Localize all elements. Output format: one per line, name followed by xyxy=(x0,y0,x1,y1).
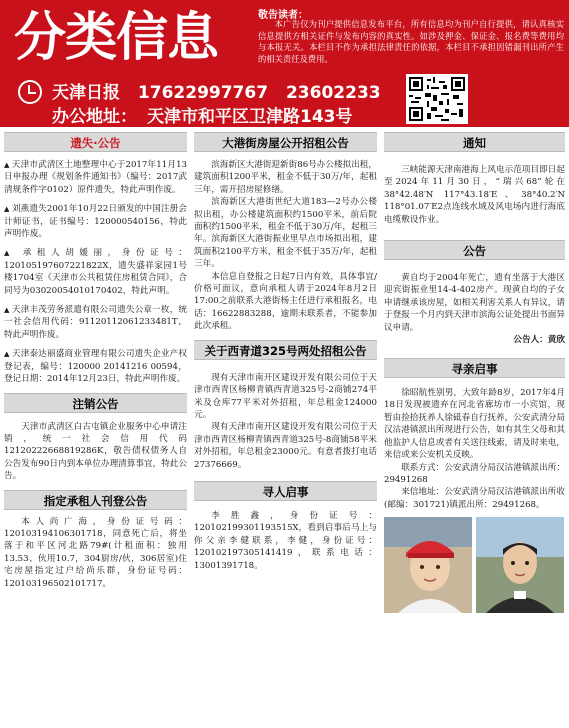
search-family-title: 寻亲启事 xyxy=(384,358,565,378)
house-rental-para: 滨海新区大港街世纪大道183—2号办公楼拟出租，办公楼建筑面积约1500平米，前后院面积约1500平米，租金不低于30万/年，起租三年。滨海新区大港街振业里早点市场拟出租，建筑面积2100平方米，租金不低于35万/年，起租三年。 xyxy=(194,197,377,270)
house-rental-para: 本信息自登报之日起7日内有效，具体事宜/价格可面议，意向承租人请于2024年8月2日17:00之前联系大港街杨主任进行承租报名，电话：16622883288，逾期未联系者，不能参加此次承租。 xyxy=(194,271,377,332)
contact-name: 天津日报 xyxy=(52,83,120,103)
qr-code-icon xyxy=(406,74,468,124)
classified-header xyxy=(0,0,569,127)
child-photo-1 xyxy=(384,517,472,613)
notify-title: 通知 xyxy=(384,132,565,152)
column-middle xyxy=(194,132,377,728)
lease-notice-title: 指定承租人刊登公告 xyxy=(4,490,187,510)
address-text: 天津市和平区卫津路143号 xyxy=(147,107,353,127)
child-photo-2 xyxy=(476,517,564,613)
house-rental-title: 大港街房屋公开招租公告 xyxy=(194,132,377,152)
column-left xyxy=(4,132,187,728)
announce-body: 黄自均于2004年死亡，遗有坐落于大港区迎宾街振业里14-4-402房产。现黄自均的子女申请继承该房屋，如相关利害关系人有异议，请于登报一个月内到天津市滨海公证处提出书面异议申请。 xyxy=(384,273,565,333)
contact-phones xyxy=(52,78,393,103)
lost-item: ▲ 刘燕遗失2001年10月22日颁发的中国注册会计师证书，证书编号：120000540156，特此声明作废。 xyxy=(4,203,187,240)
child-photos xyxy=(384,517,565,613)
notice-body: 本广告仅为刊户提供信息发布平台，所有信息均为刊户自行提供，请认真核实信息提供方相关证件与发布内容的真实性。如涉及押金、保证金、报名费等费用均与本报无关。本栏目不作为承担法律责任的依据，本栏目不承担因错漏刊出所产生的相关责任及费用。 xyxy=(258,19,564,64)
cancel-notice-body: 天津市武清区白古屯镇企业服务中心申请注销，统一社会信用代码12120222668819286K，敬告债权债务人自公告发布90日内到本单位办理清算事宜，特此公告。 xyxy=(4,421,187,482)
search-family-contact: 联系方式：公安武清分局汉沽港镇派出所：29491268 xyxy=(384,462,565,485)
west-rental-para: 现有天津市南开区建设开发有限公司位于天津市西青区杨柳青镇西青道325号-2商铺274平米及仓库77平米对外招租，年总租金124000元。 xyxy=(194,372,377,420)
notice-title: 敬告读者： xyxy=(258,10,308,21)
announce-signer: 公告人：黄欣 xyxy=(513,335,565,346)
announce-title: 公告 xyxy=(384,240,565,260)
west-rental-para: 现有天津市南开区建设开发有限公司位于天津市西青区杨柳青镇西青道325号-8商铺58平米对外招租，年总租金23000元。有意者拨打电话27376669。 xyxy=(194,422,377,470)
lease-notice-body: 本人尚广海，身份证号码：120103194106301718，同意死亡后，将坐落于和平区河北路79#(计租面积：独用13.53、伙用10.7，304厨房/伙，306居室)住宅房屋指定过户给尚乐群，身份证号码：120103196502101717。 xyxy=(4,516,187,589)
lost-item: ▲ 天津丰茂劳务派遣有限公司遗失公章一枚，统一社会信用代码：91120112061233481T，特此声明作废。 xyxy=(4,304,187,341)
notify-body: 三峡能源天津南港海上风电示范项目即日起至2024年11月30日，“瑞兴68”轮在38°42.48′N 117°43.18′E、38°40.2′N 118°01.07′E2点连线水域及风电场内进行海底电缆敷设作业。 xyxy=(384,165,565,225)
phone-number-1: 17622997767 xyxy=(137,83,269,103)
search-family-para: 徐昭航性别男，大致年龄8岁，2017年4月18日发现被遗弃在河北省廊坊市一小宾馆，现暂由捡拾抚养人徐砥春自行抚养，公安武清分局汉沽港镇派出所现进行公告，如有其生父母和其他监护人信息或者有关送往线索，请及时来电，来信或来公安机关反映。 xyxy=(384,388,565,461)
masthead-title: 分类信息 xyxy=(14,8,219,68)
column-right xyxy=(384,132,565,728)
house-rental-para: 滨海新区大港街迎新街86号办公楼拟出租，建筑面积1200平米，租金不低于30万/年，起租三年，需开招房屋修缮。 xyxy=(194,160,377,195)
address-label: 办公地址： xyxy=(52,107,137,127)
cancel-notice-title: 注销公告 xyxy=(4,393,187,413)
office-address xyxy=(52,102,363,127)
west-rental-title: 关于西青道325号两处招租公告 xyxy=(194,340,377,360)
phone-clock-icon xyxy=(18,80,42,104)
lost-item: ▲ 承租人胡媛丽，身份证号：120105197607221822X，遗失盛祥家园1号楼1704室《天津市公共租赁住房租赁合同》，合同号为030200540101704​02，特此声明。 xyxy=(4,247,187,297)
search-family-address: 来信地址：公安武清分局汉沽港镇派出所收(邮编：301721)镇派出所：29491268。 xyxy=(384,487,565,510)
lost-item: ▲ 天津泰达丽盛商业管理有限公司遗失企业产权登记表，编号：120000 20141216 00594，登记日期：2014年12月23日，特此声明作废。 xyxy=(4,348,187,385)
seek-person-title: 寻人启事 xyxy=(194,481,377,501)
seek-person-body: 李胜鑫，身份证号：12010219930119351​5X，看到启事后马上与你父亲李健联系，李健，身份证号：120102197305141419，联系电话：13001391718。 xyxy=(194,510,377,571)
lost-item: ▲ 天津市武清区土地整理中心于2017年11月13日申报办理《规划条件通知书》（编号：2017武清规条件字0102）原件遗失，特此声明作废。 xyxy=(4,159,187,196)
phone-number-2: 23602233 xyxy=(285,83,381,103)
lost-notice-title: 遗失·公告 xyxy=(4,132,187,152)
